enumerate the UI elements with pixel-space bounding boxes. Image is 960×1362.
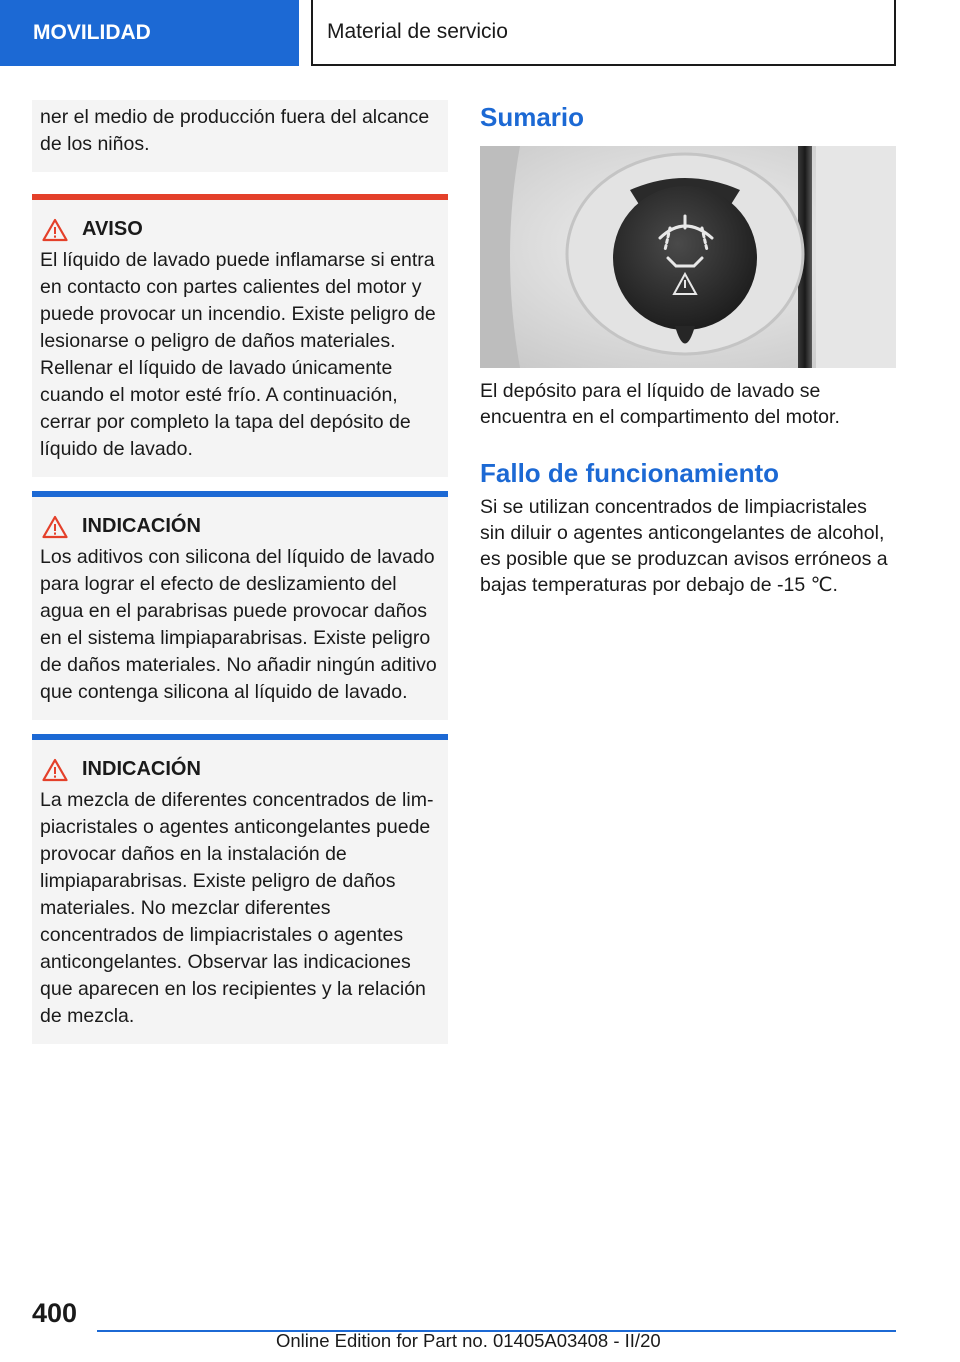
info-notice-silicone bbox=[32, 491, 448, 720]
info-text: Los aditivos con silicona del líquido de lavado para lograr el efecto de deslizamiento del agua en el parabrisas puede provocar daños en el sistema limpiaparabrisas. Existe peligro de daños materiales. No añadir ningún aditivo que contenga silicona al líquido de lavado. bbox=[40, 546, 437, 703]
info-heading: INDICACIÓN bbox=[82, 758, 201, 780]
malfunction-heading: Fallo de funcionamiento bbox=[480, 458, 780, 488]
section-tab bbox=[0, 0, 299, 66]
warning-triangle-icon bbox=[42, 758, 68, 782]
continued-paragraph bbox=[32, 100, 448, 172]
warning-notice bbox=[32, 194, 448, 477]
left-column bbox=[32, 100, 448, 1056]
washer-fluid-reservoir-photo bbox=[480, 146, 896, 368]
warning-heading: AVISO bbox=[82, 218, 143, 240]
right-column bbox=[480, 100, 896, 598]
malfunction-text: Si se utilizan concentrados de limpiacristales sin diluir o agentes anticongelantes de alcohol, es posible que se produzcan avisos erróneos a bajas temperaturas por debajo de -15 ℃. bbox=[480, 496, 888, 596]
continued-text: ner el medio de producción fuera del alcance de los niños. bbox=[40, 106, 430, 155]
warning-triangle-icon bbox=[42, 515, 68, 539]
section-label: MOVILIDAD bbox=[33, 21, 151, 44]
chapter-title: Material de servicio bbox=[327, 20, 508, 43]
page-number: 400 bbox=[32, 1298, 78, 1328]
summary-heading: Sumario bbox=[480, 102, 585, 132]
warning-text: El líquido de lavado puede inflamarse si entra en contacto con partes calientes del motor y puede provocar un incendio. Existe peligro de lesionarse o peligro de daños materiales. Rellenar el líquido de lavado únicamente cuando el motor esté frío. A continuación, cerrar por completo la tapa del depósito de líquido de lavado. bbox=[40, 249, 436, 460]
info-heading: INDICACIÓN bbox=[82, 515, 201, 537]
chapter-header bbox=[311, 0, 896, 66]
warning-triangle-icon bbox=[42, 218, 68, 242]
spacer bbox=[32, 184, 448, 194]
edition-note: Online Edition for Part no. 01405A03408 - II/20 bbox=[276, 1330, 661, 1351]
summary-text: El depósito para el líquido de lavado se encuentra en el compartimento del motor. bbox=[480, 380, 840, 428]
info-text: La mezcla de diferentes concentrados de limpiacristales o agentes anticongelantes puede provocar daños en la instalación de limpiaparabrisas. Existe peligro de daños materiales. No mezclar diferentes concentrados de limpiacristales o agentes anticongelantes. Observar las indicaciones que aparecen en los recipientes y la relación de mezcla. bbox=[40, 789, 434, 1027]
info-notice-mixing bbox=[32, 734, 448, 1044]
